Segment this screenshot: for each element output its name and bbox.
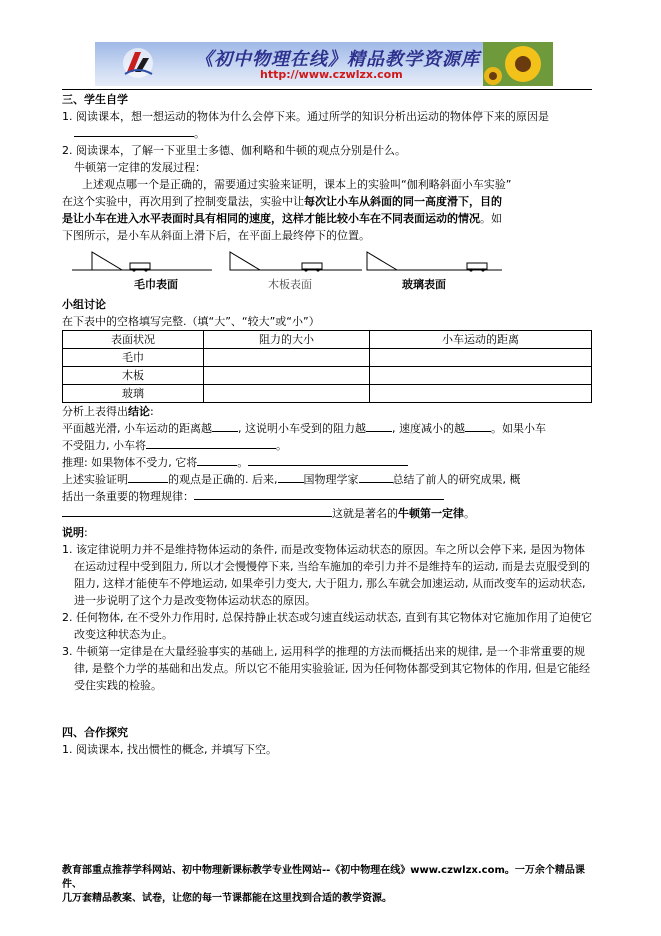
newton-first-law: 牛顿第一定律 bbox=[398, 507, 464, 520]
wood-incline bbox=[230, 252, 362, 272]
footer-line-1: 教育部重点推荐学科网站、初中物理新课标教学专业性网站--《初中物理在线》www.czwlzx.com。一万余个精品课件、 bbox=[62, 865, 585, 890]
fill-text: , 这说明小车受到的阻力越 bbox=[238, 422, 366, 435]
table-cell-input[interactable] bbox=[370, 349, 592, 367]
table-row bbox=[63, 385, 592, 403]
table-header: 小车运动的距离 bbox=[370, 331, 592, 349]
section4-question-1: 1. 阅读课本, 找出惯性的概念, 并填写下空。 bbox=[62, 743, 277, 756]
table-header-row bbox=[63, 331, 592, 349]
page-footer bbox=[62, 864, 602, 906]
question-1 bbox=[62, 108, 592, 125]
question-1-answer-line bbox=[62, 125, 592, 142]
towel-incline bbox=[72, 252, 212, 272]
fill-text: 括出一条重要的物理规律： bbox=[62, 490, 194, 503]
question-2: 2. 阅读课本，了解一下亚里士多德、伽利略和牛顿的观点分别是什么。 bbox=[62, 144, 406, 157]
question-1-end: 。 bbox=[194, 127, 205, 140]
table-cell-input[interactable] bbox=[204, 385, 370, 403]
fill-text: 。 bbox=[237, 456, 249, 469]
incline-diagrams bbox=[62, 248, 592, 292]
fill-text: 上述实验证明 bbox=[62, 473, 128, 486]
answer-blank[interactable] bbox=[197, 454, 237, 466]
development-paragraph-4: 下图所示，是小车从斜面上滑下后，在平面上最终停下的位置。 bbox=[62, 229, 370, 242]
table-header: 阻力的大小 bbox=[204, 331, 370, 349]
table-header: 表面状况 bbox=[63, 331, 204, 349]
fill-line-4 bbox=[62, 471, 592, 488]
section3-heading: 三、学生自学 bbox=[62, 93, 128, 106]
group-discussion-heading: 小组讨论 bbox=[62, 298, 106, 311]
section4-heading: 四、合作探究 bbox=[62, 726, 128, 739]
footer-line-2: 几万套精品教案、试卷，让您的每一节课都能在这里找到合适的教学资源。 bbox=[62, 893, 392, 904]
dev-p3-part-b: 不同表面运动的情况 bbox=[381, 212, 480, 225]
answer-blank[interactable] bbox=[74, 125, 194, 137]
fill-line-1 bbox=[62, 420, 592, 437]
fill-line-2 bbox=[62, 437, 592, 454]
answer-blank[interactable] bbox=[194, 488, 444, 500]
answer-blank[interactable] bbox=[278, 471, 304, 483]
answer-blank[interactable] bbox=[62, 505, 332, 517]
table-row bbox=[63, 349, 592, 367]
fill-text: 总结了前人的研究成果, 概 bbox=[392, 473, 521, 486]
table-instruction: 在下表中的空格填写完整.（填“大”、“较大”或“小”） bbox=[62, 315, 320, 328]
fill-text: 的观点是正确的. 后来, bbox=[168, 473, 278, 486]
incline-figure bbox=[62, 248, 592, 292]
table-cell: 毛巾 bbox=[63, 349, 204, 367]
fill-text: 这就是著名的 bbox=[332, 507, 398, 520]
answer-blank[interactable] bbox=[212, 420, 238, 432]
table-row bbox=[63, 367, 592, 385]
fill-text: 推理: 如果物体不受力, 它将 bbox=[62, 456, 198, 469]
fill-text: 不受阻力, 小车将 bbox=[62, 439, 146, 452]
fill-text: 。如果小车 bbox=[491, 422, 546, 435]
answer-blank[interactable] bbox=[359, 471, 393, 483]
table-cell: 玻璃 bbox=[63, 385, 204, 403]
table-cell-input[interactable] bbox=[370, 367, 592, 385]
answer-blank[interactable] bbox=[248, 454, 408, 466]
fill-line-3 bbox=[62, 454, 592, 471]
answer-blank[interactable] bbox=[146, 437, 276, 449]
note-item: 3. 牛顿第一定律是在大量经验事实的基础上, 运用科学的推理的方法而概括出来的规律, 是一个非常重要的规律, 是整个力学的基础和出发点。所以它不能用实验验证, 因为任何物体都受到其它物体的作用, 但是它能经受住实践的检验。 bbox=[62, 645, 590, 692]
notes-heading: 说明 bbox=[62, 526, 84, 539]
table-cell-input[interactable] bbox=[204, 349, 370, 367]
resistance-table bbox=[62, 330, 592, 403]
analysis-colon: : bbox=[150, 405, 154, 418]
fill-text: 平面越光滑, 小车运动的距离越 bbox=[62, 422, 212, 435]
dev-p2-part-b: 每次让小车从斜面的 bbox=[304, 195, 403, 208]
analysis-line bbox=[62, 403, 592, 420]
development-paragraph-1: 上述观点哪一个是正确的，需要通过实验来证明，课本上的实验叫“伽利略斜面小车实验” bbox=[82, 178, 512, 191]
question-1-text: 1. 阅读课本，想一想运动的物体为什么会停下来。通过所学的知识分析出运动的物体停下来的原因是 bbox=[62, 110, 549, 123]
dev-p3-part-c: 。如 bbox=[480, 212, 502, 225]
note-item: 1. 该定律说明力并不是维持物体运动的条件, 而是改变物体运动状态的原因。车之所以会停下来, 是因为物体在运动过程中受到阻力, 所以才会慢慢停下来, 当给车施加的牵引力并不是维持车的运动, 而是去克服受到的阻力, 这样才能使车不停地运动, 如果牵引力变大, 大于阻力, 那么车就会加速运动, 从而改变车的运动状态, 进一步说明了这个力是改变物体运动状态的原因。 bbox=[62, 543, 590, 607]
dev-p2-part-c: 同一高度滑下，目的 bbox=[403, 195, 502, 208]
analysis-text: 分析上表得出 bbox=[62, 405, 128, 418]
fill-text: 国物理学家 bbox=[303, 473, 359, 486]
development-paragraph-2 bbox=[62, 193, 592, 210]
surface-label-wood: 木板表面 bbox=[268, 278, 312, 291]
conclusion-word: 结论 bbox=[128, 405, 150, 418]
fill-text: 。 bbox=[464, 507, 475, 520]
header-banner bbox=[95, 42, 553, 86]
answer-blank[interactable] bbox=[128, 471, 168, 483]
header-divider bbox=[62, 89, 592, 90]
notes-heading-line bbox=[62, 524, 592, 541]
notes-colon: : bbox=[84, 526, 88, 539]
fill-line-5 bbox=[62, 488, 592, 505]
dev-p2-part-a: 在这个实验中，再次用到了控制变量法，实验中让 bbox=[62, 195, 304, 208]
table-cell-input[interactable] bbox=[204, 367, 370, 385]
fill-line-6 bbox=[62, 505, 592, 522]
note-item: 2. 任何物体, 在不受外力作用时, 总保持静止状态或匀速直线运动状态, 直到有其它物体对它施加作用了迫使它改变这种状态为止。 bbox=[62, 611, 592, 641]
table-cell: 木板 bbox=[63, 367, 204, 385]
surface-label-towel: 毛巾表面 bbox=[134, 278, 178, 291]
banner-url[interactable]: http://www.czwlzx.com bbox=[260, 68, 403, 81]
glass-incline bbox=[367, 252, 502, 272]
site-logo-icon bbox=[121, 46, 155, 80]
dev-p3-part-a: 是让小车在进入水平表面时具有相同的速度，这样才能比较小车在 bbox=[62, 212, 381, 225]
answer-blank[interactable] bbox=[465, 420, 491, 432]
development-title: 牛顿第一定律的发展过程： bbox=[74, 161, 206, 174]
banner-title: 《初中物理在线》精品教学资源库 bbox=[195, 49, 480, 70]
answer-blank[interactable] bbox=[366, 420, 392, 432]
development-paragraph-3 bbox=[62, 210, 592, 227]
document-body bbox=[62, 91, 592, 758]
fill-text: , 速度减小的越 bbox=[392, 422, 465, 435]
fill-text: 。 bbox=[276, 439, 287, 452]
surface-label-glass: 玻璃表面 bbox=[402, 278, 446, 291]
sunflower-icon bbox=[483, 42, 553, 86]
table-cell-input[interactable] bbox=[370, 385, 592, 403]
